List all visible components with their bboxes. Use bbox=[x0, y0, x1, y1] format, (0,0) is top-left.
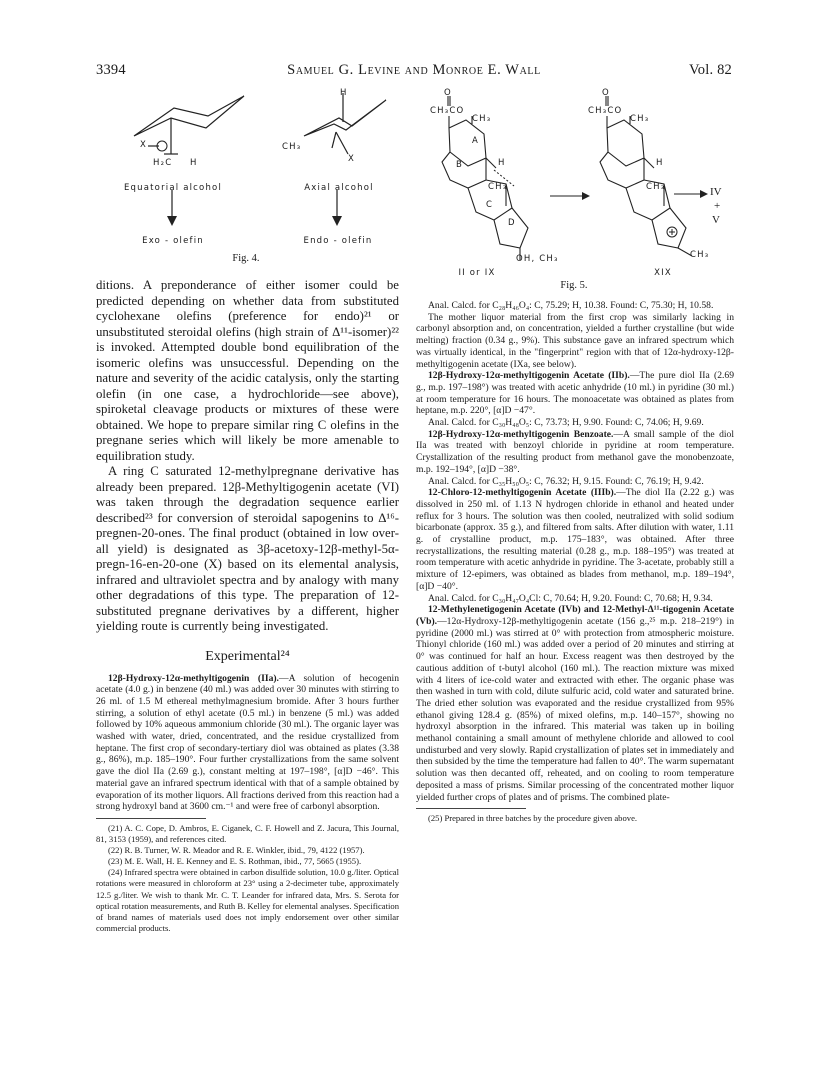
fig5-ring-a: A bbox=[472, 136, 480, 146]
footnote-24: (24) Infrared spectra were obtained in carbon disulfide solution, 10.0 g./liter. Optical rotations were measured in chloroform at 23° using a 2-decimeter tube, approximately 12.5 g./liter. We wish to thank Mr. C. T. Leander for infrared data, Mrs. S. Serota for optical rotation measurements, and Ruth B. Kelley for elemental analyses. Specification of brand names of materials used does not imply endorsement over other similar commercial products. bbox=[96, 867, 399, 933]
fig5-right-acetyl: CH₃CO bbox=[588, 106, 623, 116]
left-column bbox=[96, 278, 399, 934]
fig5-ring-c: C bbox=[486, 200, 494, 210]
experiment-iib bbox=[416, 370, 734, 417]
experiment-iiib bbox=[416, 487, 734, 592]
fig5-product-iv: IV bbox=[710, 186, 722, 198]
axial-alcohol-label: Axial alcohol bbox=[304, 183, 374, 193]
footnote-rule bbox=[96, 818, 206, 819]
fig5-right-ch3-top: CH₃ bbox=[630, 114, 650, 124]
fig5-right-id: XIX bbox=[654, 268, 672, 278]
subst-h2c: H₂C bbox=[153, 158, 173, 168]
figure-5-caption: Fig. 5. bbox=[560, 280, 588, 291]
right-column bbox=[416, 300, 734, 824]
running-header bbox=[96, 62, 732, 80]
experiment-ivb-vb-body: —12α-Hydroxy-12β-methyltigogenin acetate (156 g.,²⁵ m.p. 218–219°) in pyridine (2000 ml.) was stirred at 0° with protection from atmospheric moisture. Thionyl chloride (160 ml.) was added over a period of 20 minutes and stirring at 0° was continued for half an hour. Excess reagent was then destroyed by the cautious addition of t-butyl alcohol (160 ml.). The reaction mixture was mixed with 4 liters of ice-cold water and extracted with ether. The organic phase was then washed in turn with cold, dilute sulfuric acid, cold water and saturated brine. The dried ether solution was evaporated and the residue crystallized from 95% ethanol giving 128.4 g. (85%) of mixed olefins, m.p. 140–157°, showing no hydroxyl absorption in the infrared. This material was taken up in boiling methanol containing a small amount of methylene chloride and allowed to cool undisturbed and very slowly. Rapid crystallization of plates set in immediately and then subsided by the time the temperature had fallen to 40°. The warm supernatant solution was then decanted off, reheated, and on cooling to room temperature deposited a mass of prisms. Similar processing of the concentrated mother liquor yielded further crops of plates and of prisms. The combined plate- bbox=[416, 615, 734, 803]
fig5-product-v: V bbox=[712, 214, 720, 226]
fig5-ring-d: D bbox=[508, 218, 516, 228]
fig5-right-ch3-mid: CH₃ bbox=[646, 182, 666, 192]
page-number: 3394 bbox=[96, 62, 126, 78]
experiment-ivb-vb-heading: 12-Methylenetigogenin Acetate (IVb) and 12-Methyl-Δ¹¹-tigogenin Acetate (Vb). bbox=[416, 604, 734, 627]
subst-x-left: X bbox=[140, 140, 148, 150]
experiment-iia-heading: 12β-Hydroxy-12α-methyltigogenin (IIa). bbox=[108, 672, 279, 684]
fig5-right-ch3-bot: CH₃ bbox=[690, 250, 710, 260]
fig5-left-h: H bbox=[498, 158, 506, 168]
volume-number: Vol. 82 bbox=[688, 62, 732, 78]
discussion-paragraph-1: ditions. A preponderance of either isomer could be predicted depending on whether data from substituted cyclohexane olefins (preference for endo)²¹ or unsubstituted steroidal olefins (high strain of Δ¹¹-isomer)²² is invoked. Attempted double bond equilibration of the isomeric olefins was unsuccessful. Depending on the nature and severity of the acidic catalysis, only the starting olefin (in one case, a hydrochloride—see above), spiroketal cleavage products or mixtures of these were obtained. We hope to prepare similar ring C olefins in the pregnane series which will likely be more amenable to equilibration study. bbox=[96, 278, 399, 463]
analysis-iia: Anal. Calcd. for C₂₈H₄₆O₄: C, 75.29; H, 10.38. Found: C, 75.30; H, 10.58. bbox=[428, 300, 714, 311]
equatorial-alcohol-label: Equatorial alcohol bbox=[123, 183, 223, 193]
exo-olefin-label: Exo - olefin bbox=[142, 236, 204, 246]
analysis-benzoate: Anal. Calcd. for C₃₅H₅₀O₅: C, 76.32; H, 9.15. Found: C, 76.19; H, 9.42. bbox=[428, 475, 704, 487]
fig5-right-o: O bbox=[602, 88, 610, 98]
fig5-left-ch3-mid: CH₃ bbox=[488, 182, 508, 192]
mother-liquor-paragraph: The mother liquor material from the first crop was similarly lacking in carbonyl absorption and, on concentration, yielded a further crystalline (but wide melting) fraction (0.34 g., 9%). This substance gave an infrared spectrum which was virtually identical, in the "fingerprint" region with that of 12α-hydroxy-12β-methyltigogenin acetate (IXa, see below). bbox=[416, 311, 734, 370]
experiment-benzoate-body: —A small sample of the diol IIa was treated with benzoyl chloride in pyridine at room temperature. Crystallization of the resulting product from methanol gave the monobenzoate, m.p. 192–194°, [α]D −38°. bbox=[416, 428, 734, 475]
running-authors: Samuel G. Levine and Monroe E. Wall bbox=[287, 62, 541, 78]
analysis-iib: Anal. Calcd. for C₃₀H₄₈O₅: C, 73.73; H, 9.90. Found: C, 74.06; H, 9.69. bbox=[428, 417, 704, 429]
subst-x-right: X bbox=[348, 154, 356, 164]
experiment-benzoate bbox=[416, 429, 734, 476]
figure-5-drawing bbox=[416, 88, 734, 293]
fig5-left-oh-ch3: OH, CH₃ bbox=[516, 254, 559, 264]
fig5-product-plus: + bbox=[714, 200, 721, 212]
fig5-left-id: II or IX bbox=[458, 268, 496, 278]
fig5-left-ch3-top: CH₃ bbox=[472, 114, 492, 124]
footnote-23: (23) M. E. Wall, H. E. Kenney and E. S. Rothman, ibid., 77, 5665 (1955). bbox=[108, 856, 362, 867]
endo-olefin-label: Endo - olefin bbox=[303, 236, 373, 246]
figure-4 bbox=[96, 88, 400, 268]
footnote-21: (21) A. C. Cope, D. Ambros, E. Ciganek, C. F. Howell and Z. Jacura, This Journal, 81, 3153 (1959), and references cited. bbox=[96, 822, 399, 845]
footnote-25: (25) Prepared in three batches by the procedure given above. bbox=[428, 813, 638, 824]
section-title-experimental: Experimental²⁴ bbox=[205, 648, 290, 664]
subst-h-right: H bbox=[340, 88, 348, 98]
experiment-iia bbox=[96, 673, 399, 813]
footnote-22: (22) R. B. Turner, W. R. Meador and R. E. Winkler, ibid., 79, 4122 (1957). bbox=[108, 845, 365, 856]
figure-4-caption: Fig. 4. bbox=[232, 253, 260, 264]
discussion-paragraph-2: A ring C saturated 12-methylpregnane derivative has already been prepared. 12β-Methyltigogenin acetate (VI) was taken through the degradation sequence earlier described²³ for conversion of steroidal sapogenins to Δ¹⁶-pregnen-20-ones. The final product (obtained in low over-all yield) is designated as 3β-acetoxy-12β-methyl-5α-pregn-16-en-20-one (X) based on its elemental analysis, infrared and ultraviolet spectra and by analogy with many other degradations of this type. The preparation of 12-substituted pregnane derivatives by a different, higher yielding route is currently being investigated. bbox=[96, 464, 399, 633]
fig5-left-o: O bbox=[444, 88, 452, 98]
experiment-iib-heading: 12β-Hydroxy-12α-methyltigogenin Acetate (IIb). bbox=[428, 370, 630, 382]
experiment-benzoate-heading: 12β-Hydroxy-12α-methyltigogenin Benzoate. bbox=[428, 428, 614, 440]
fig5-right-h: H bbox=[656, 158, 664, 168]
fig5-ring-b: B bbox=[456, 160, 464, 170]
fig5-left-acetyl: CH₃CO bbox=[430, 106, 465, 116]
subst-h-left: H bbox=[190, 158, 198, 168]
experiment-iiib-heading: 12-Chloro-12-methyltigogenin Acetate (IIIb). bbox=[428, 487, 617, 499]
subst-ch3-right: CH₃ bbox=[282, 142, 302, 152]
analysis-iiib: Anal. Calcd. for C₃₀H₄₇O₄Cl: C, 70.64; H, 9.20. Found: C, 70.68; H, 9.34. bbox=[428, 592, 713, 604]
experiment-ivb-vb bbox=[416, 604, 734, 803]
figure-5 bbox=[416, 88, 734, 293]
experiment-iia-body: —A solution of hecogenin acetate (4.0 g.) in benzene (40 ml.) was added over 30 minutes with stirring to 26 ml. of 1.5 M ethereal methylmagnesium bromide. After 3 hours further stirring, a solution of ethyl acetate (0.5 ml.) in benzene (5 ml.) was added followed by 10% aqueous ammonium chloride (30 ml.). The organic layer was washed with water, dried, concentrated, and the residue crystallized from heptane. The first crop of secondary-tertiary diol was obtained as plates (3.38 g., 86%), m.p. 185–190°. Four further crystallizations from the same solvent gave the diol IIa (2.69 g.), constant melting at 197–198°, [α]D −46°. This material gave an infrared spectrum identical with that of a sample obtained by evaporation of its mother liquors. All fractions derived from this reaction had a strong hydroxyl band at 3600 cm.⁻¹ and were free of carbonyl absorption. bbox=[96, 672, 399, 813]
experiment-iib-body: —The pure diol IIa (2.69 g., m.p. 197–198°) was treated with acetic anhydride (10 ml.) in pyridine (30 ml.) at room temperature for 16 hours. The monoacetate was obtained as plates from heptane, m.p. 220°, [α]D −47°. bbox=[416, 370, 734, 417]
experiment-iiib-body: —The diol IIa (2.22 g.) was dissolved in 250 ml. of 1.13 N hydrogen chloride in ethanol and heated under reflux for 3 hours. The solution was then cooled, neutralized with solid sodium bicarbonate (approx. 35 g.), and filtered from salts. After dilution with water, 1.11 g. of crystalline product, m.p. 175–183°, was obtained. After three recrystallizations, the resulting material (0.28 g., m.p. 188–195°) was treated at room temperature with acetic anhydride in pyridine. The 3-acetate, probably still a mixture of 12-epimers, was obtained as blades from methanol, m.p. 189–194°, [α]D −40°. bbox=[416, 487, 734, 592]
footnote-rule-right bbox=[416, 808, 526, 809]
